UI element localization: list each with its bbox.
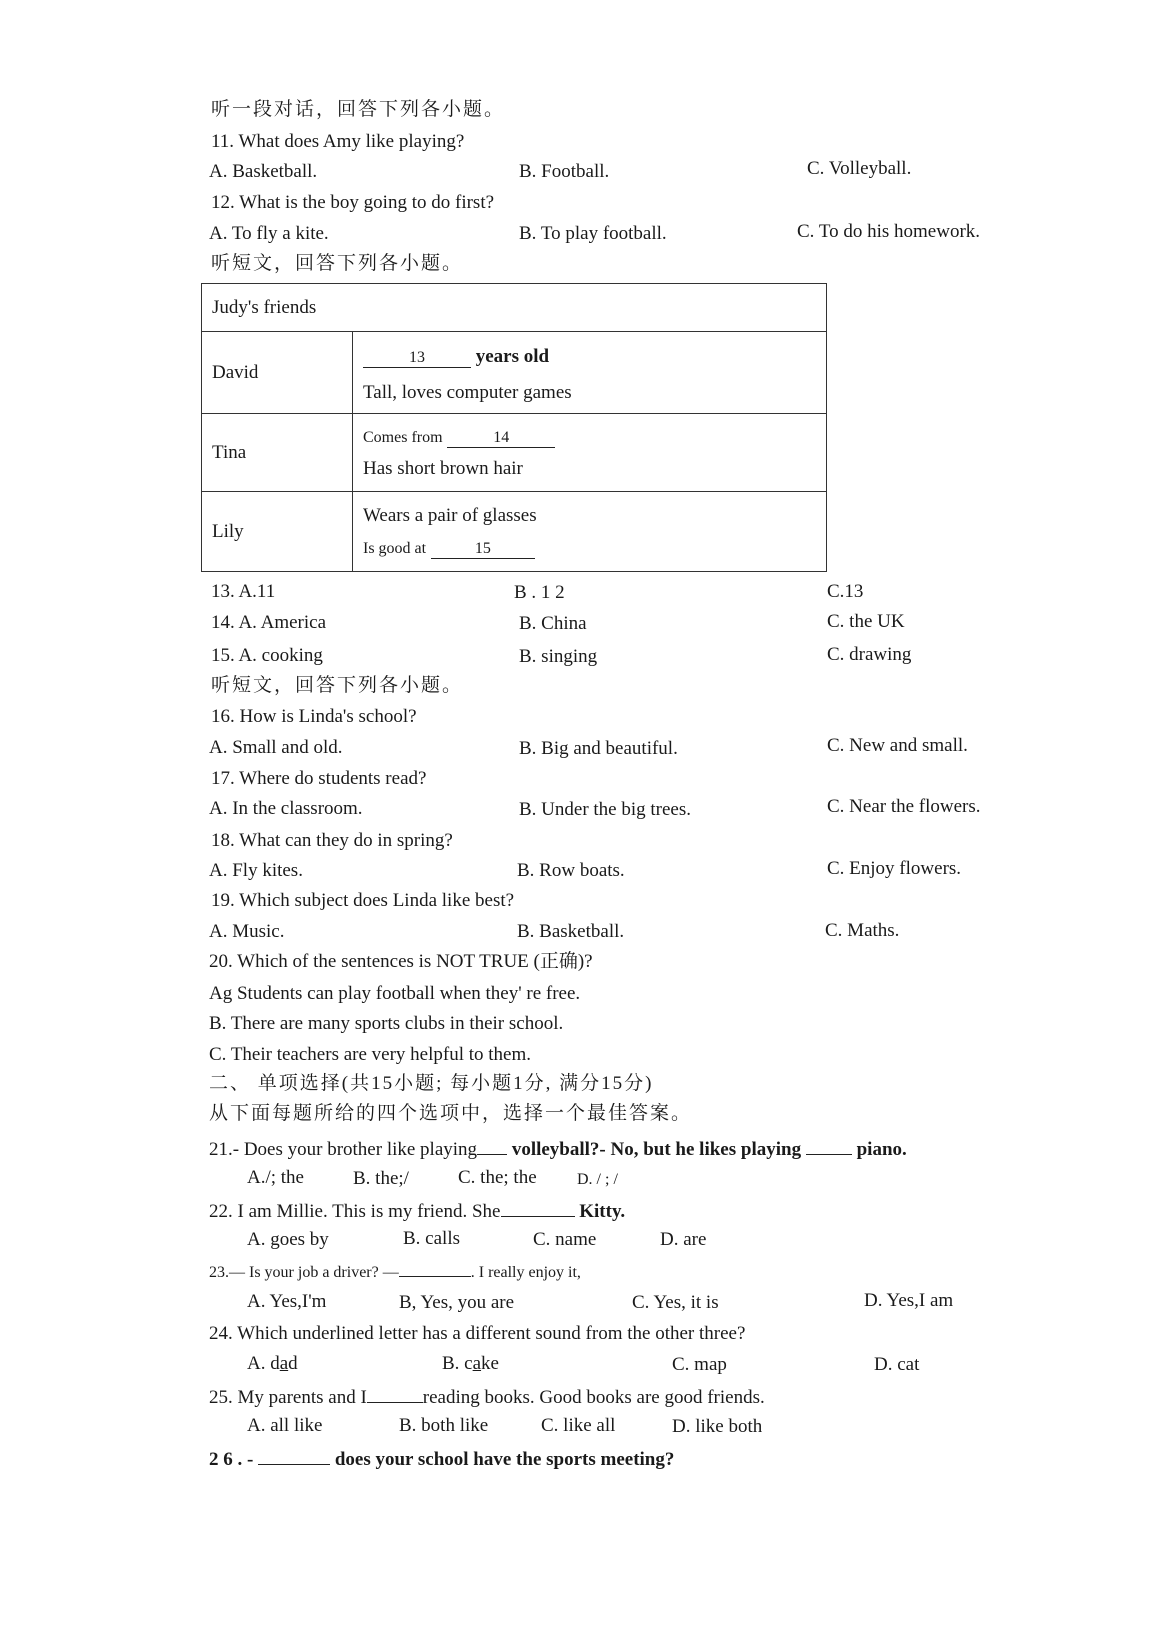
q25-option-d: D. like both [672,1416,763,1437]
dialogue-instruction: 听一段对话，回答下列各小题。 [211,99,506,120]
q18-option-c: C. Enjoy flowers. [827,858,962,879]
friends-table [201,283,827,572]
q22-stem [209,1200,625,1221]
q24-option-d: D. cat [874,1354,920,1375]
q21-part2: volleyball?- No, but he likes playing [511,1139,802,1160]
table-row [202,492,827,572]
q23-option-b: B, Yes, you are [399,1292,515,1313]
q22-option-d: D. are [660,1229,707,1250]
blank-13: 13 [363,349,471,368]
q21-part3: piano. [856,1139,907,1160]
q21-option-d: D. / ; / [577,1171,618,1188]
table-row [202,332,827,414]
q26-part2: does your school have the sports meeting? [334,1449,675,1470]
passage-instruction-1: 听短文，回答下列各小题。 [211,253,464,274]
q24-option-b [442,1354,499,1373]
q16-option-b: B. Big and beautiful. [519,738,678,759]
q23-stem [209,1262,581,1281]
q24-option-a [247,1354,298,1373]
q21-stem [209,1138,907,1159]
q19-option-b: B. Basketball. [517,921,625,942]
friend-info-lily [353,492,827,572]
age-label: years old [475,345,550,367]
q18-option-b: B. Row boats. [517,860,625,881]
q21-blank-1 [477,1138,507,1155]
q12-option-c: C. To do his homework. [797,221,981,242]
q25-part2: reading books. Good books are good friends. [422,1387,765,1408]
q13-option-b: B . 1 2 [514,582,565,603]
q22-blank [501,1200,575,1217]
q16-option-c: C. New and small. [827,735,968,756]
blank-15: 15 [431,540,535,559]
q12-option-a: A. To fly a kite. [209,223,329,244]
q16-question: 16. How is Linda's school? [211,706,417,727]
q14-option-b: B. China [519,613,587,634]
david-description: Tall, loves computer games [363,381,572,403]
q25-option-b: B. both like [399,1415,489,1436]
q14-option-a: 14. A. America [211,612,327,633]
q21-option-a: A./; the [247,1167,304,1188]
q21-option-c: C. the; the [458,1167,537,1188]
q24-option-c: C. map [672,1354,727,1375]
q15-option-a: 15. A. cooking [211,645,323,666]
q11-question: 11. What does Amy like playing? [211,131,465,152]
q17-option-a: A. In the classroom. [209,798,363,819]
q24-b-pre: B. c [442,1353,473,1374]
q15-option-b: B. singing [519,646,598,667]
q11-option-b: B. Football. [519,161,610,182]
q20-option-b: B. There are many sports clubs in their school. [209,1013,564,1034]
q22-part2: Kitty. [579,1201,626,1222]
q17-option-c: C. Near the flowers. [827,796,981,817]
q14-option-c: C. the UK [827,611,905,632]
q24-a-post: d [288,1353,298,1374]
table-row [202,414,827,492]
q23-option-c: C. Yes, it is [632,1292,719,1313]
q25-option-a: A. all like [247,1415,323,1436]
q20-question: 20. Which of the sentences is NOT TRUE (正确)? [209,951,593,972]
q26-stem [209,1448,674,1469]
tina-description: Has short brown hair [363,457,523,479]
q25-option-c: C. like all [541,1415,616,1436]
friend-info-david [353,332,827,414]
q26-part1: 2 6 . - [209,1449,254,1470]
q15-option-c: C. drawing [827,644,912,665]
q24-a-pre: A. d [247,1353,280,1374]
q21-part1: 21.- Does your brother like playing [209,1139,478,1160]
q24-a-underlined: a [279,1353,289,1374]
q23-option-d: D. Yes,I am [864,1290,954,1311]
q25-stem [209,1386,765,1407]
q19-option-a: A. Music. [209,921,285,942]
q23-part1: 23.— Is your job a driver? — [209,1264,399,1281]
passage-instruction-2: 听短文，回答下列各小题。 [211,675,464,696]
q26-blank [258,1448,330,1465]
q19-option-c: C. Maths. [825,920,900,941]
q21-option-b: B. the;/ [353,1168,409,1189]
section-2-title: 二、 单项选择(共15小题; 每小题1分, 满分15分) [209,1073,654,1094]
q13-option-a: 13. A.11 [211,581,276,602]
q18-option-a: A. Fly kites. [209,860,303,881]
q24-question: 24. Which underlined letter has a different sound from the other three? [209,1323,746,1344]
q23-option-a: A. Yes,I'm [247,1291,327,1312]
q22-part1: 22. I am Millie. This is my friend. She [209,1201,501,1222]
q24-b-post: ke [481,1353,499,1374]
blank-14: 14 [447,429,555,448]
q19-question: 19. Which subject does Linda like best? [211,890,515,911]
q23-blank [399,1262,471,1277]
q17-option-b: B. Under the big trees. [519,799,692,820]
good-at-label: Is good at [363,539,427,557]
q23-part2: . I really enjoy it, [470,1264,581,1281]
lily-description: Wears a pair of glasses [363,504,537,526]
q18-question: 18. What can they do in spring? [211,830,453,851]
comes-from-label: Comes from [363,428,443,446]
q24-b-underlined: a [472,1353,482,1374]
q22-option-b: B. calls [403,1228,460,1249]
section-2-instruction: 从下面每题所给的四个选项中，选择一个最佳答案。 [209,1103,693,1124]
q22-option-c: C. name [533,1229,597,1250]
q20-option-a: Ag Students can play football when they' re free. [209,983,581,1004]
q12-option-b: B. To play football. [519,223,667,244]
q22-option-a: A. goes by [247,1229,329,1250]
q12-question: 12. What is the boy going to do first? [211,192,495,213]
friend-name-tina: Tina [202,414,353,492]
q11-option-a: A. Basketball. [209,161,318,182]
friend-name-lily: Lily [202,492,353,572]
q13-option-c: C.13 [827,581,864,602]
q17-question: 17. Where do students read? [211,768,427,789]
q11-option-c: C. Volleyball. [807,158,912,179]
q25-part1: 25. My parents and I [209,1387,367,1408]
friend-info-tina [353,414,827,492]
table-title: Judy's friends [202,284,827,332]
q21-blank-2 [806,1138,852,1155]
friend-name-david: David [202,332,353,414]
q20-option-c: C. Their teachers are very helpful to them. [209,1044,531,1065]
q25-blank [367,1386,423,1403]
q16-option-a: A. Small and old. [209,737,343,758]
